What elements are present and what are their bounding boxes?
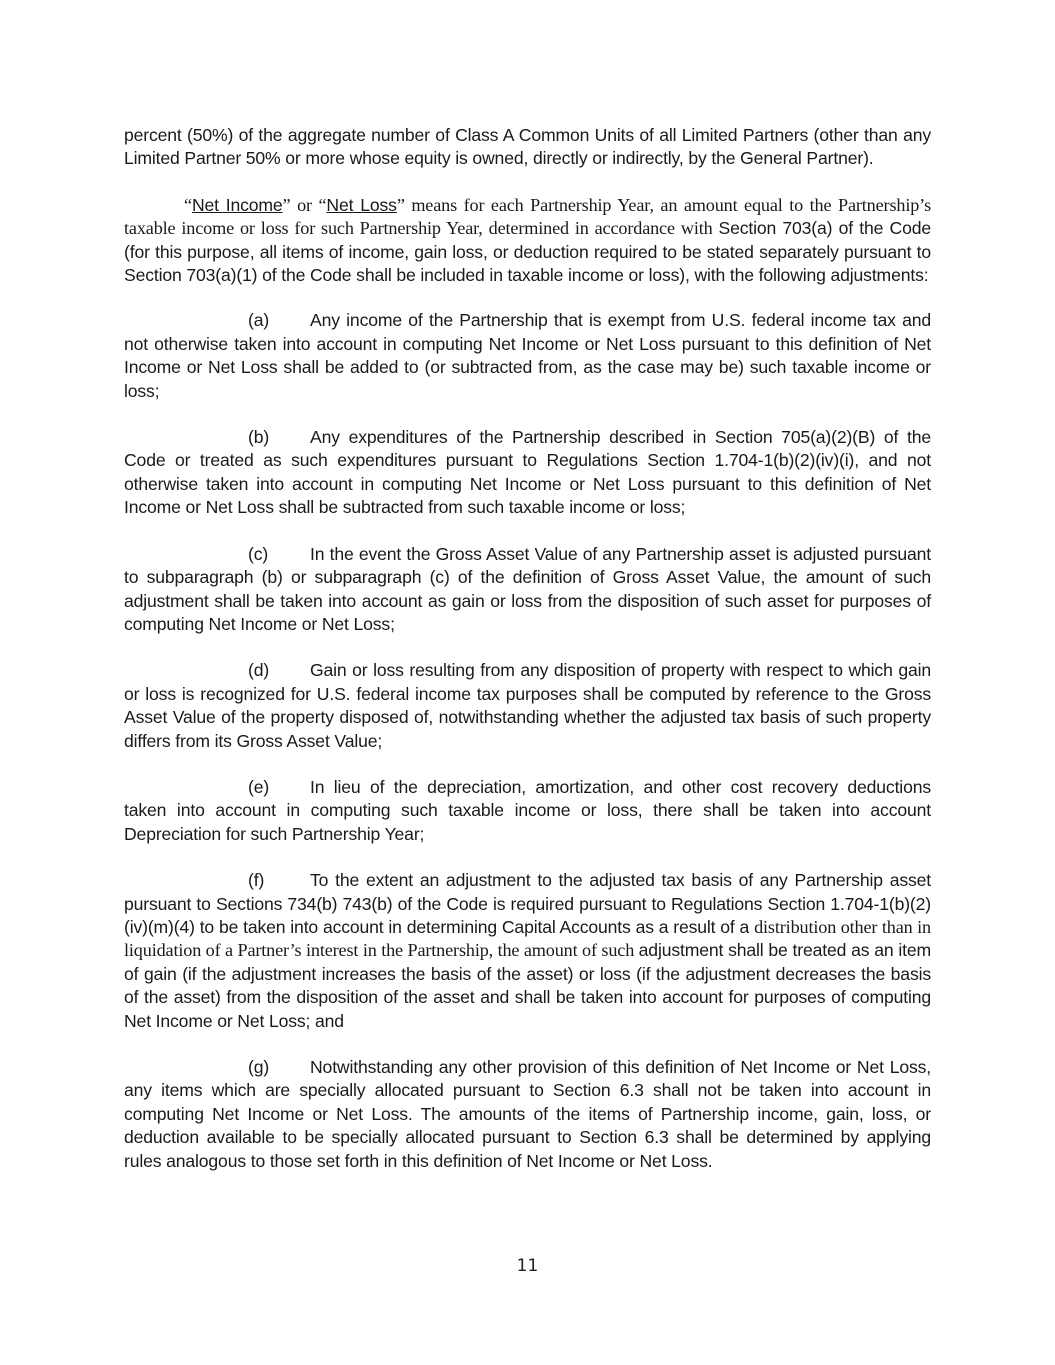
item-text: In lieu of the depreciation, amortization, and other cost recovery deductions taken into account in computing such taxable income or loss, there shall be taken into account Depreciation for such Partnership Year; [124,776,931,844]
item-text: Gain or loss resulting from any disposition of property with respect to which gain or loss is recognized for U.S. federal income tax purposes shall be computed by reference to the Gross Asset Value of the property disposed of, notwithstanding whether the adjusted tax basis of such property differs from its Gross Asset Value; [124,660,931,751]
item-text-cont: adjustment shall be treated as an item of gain (if the adjustment increases the basis of the asset) or loss (if the adjustment decreases the basis of the asset) from the disposition of the asset and shall be taken into account for purposes of computing Net Income or Net Loss; and [124,940,932,1031]
quote-close: ” [396,194,405,215]
document-page [124,124,931,1196]
item-label: (d) [248,660,270,681]
list-item-d [124,659,931,753]
list-item-a [124,309,931,403]
definition-text-serif: means for each Partnership Year, an amount equal to the Partnership’s taxable income or loss for such Partnership Year, determined in accordance with [124,194,932,239]
defined-term-net-loss: Net Loss [326,194,397,215]
item-label: (f) [248,870,265,891]
item-text: Any income of the Partnership that is exempt from U.S. federal income tax and not otherwise taken into account in computing Net Income or Net Loss pursuant to this definition of Net Income or Net Loss shall be added to (or subtracted from, as the case may be) such taxable income or loss; [124,310,931,401]
quote-open: “ [184,194,192,215]
page-number: 11 [516,1256,539,1276]
list-item-e [124,776,931,846]
net-income-definition [124,194,931,288]
item-label: (g) [248,1057,270,1077]
item-label: (c) [248,543,269,564]
list-item-b [124,426,931,520]
intro-paragraph: percent (50%) of the aggregate number of Class A Common Units of all Limited Partners (other than any Limited Partner 50% or more whose equity is owned, directly or indirectly, by the General Partner). [124,125,931,169]
item-text-serif: distribution other than in liquidation of a Partner’s interest in the Partnership, the amount of such [124,916,931,961]
list-item-g [124,1056,931,1173]
quote-mid: ” or “ [282,194,327,215]
item-text: Any expenditures of the Partnership described in Section 705(a)(2)(B) of the Code or treated as such expenditures pursuant to Regulations Section 1.704-1(b)(2)(iv)(i), and not otherwise taken into account in computing Net Income or Net Loss pursuant to this definition of Net Income or Net Loss shall be subtracted from such taxable income or loss; [124,427,931,518]
item-text: In the event the Gross Asset Value of any Partnership asset is adjusted pursuant to subparagraph (b) or subparagraph (c) of the definition of Gross Asset Value, the amount of such adjustment shall be taken into account as gain or loss from the disposition of such asset for purposes of computing Net Income or Net Loss; [124,543,931,634]
item-text: Notwithstanding any other provision of this definition of Net Income or Net Loss, any items which are specially allocated pursuant to Section 6.3 shall not be taken into account in computing Net Income or Net Loss. The amounts of the items of Partnership income, gain, loss, or deduction available to be specially allocated pursuant to Section 6.3 shall be determined by applying rules analogous to those set forth in this definition of Net Income or Net Loss. [124,1057,931,1171]
list-item-f [124,869,931,1033]
item-label: (b) [248,427,270,448]
item-text: To the extent an adjustment to the adjusted tax basis of any Partnership asset pursuant to Sections 734(b) 743(b) of the Code is required pursuant to Regulations Section 1.704-1(b)(2)(iv)(m)(4) to be taken into account in determining Capital Accounts as a result of a [124,870,931,937]
defined-term-net-income: Net Income [191,194,283,215]
definition-text: Section 703(a) of the Code (for this purpose, all items of income, gain loss, or deduction required to be stated separately pursuant to Section 703(a)(1) of the Code shall be included in taxable income or loss), with the following adjustments: [124,218,931,286]
list-item-c [124,543,931,637]
item-label: (a) [248,310,270,331]
item-label: (e) [248,776,270,797]
